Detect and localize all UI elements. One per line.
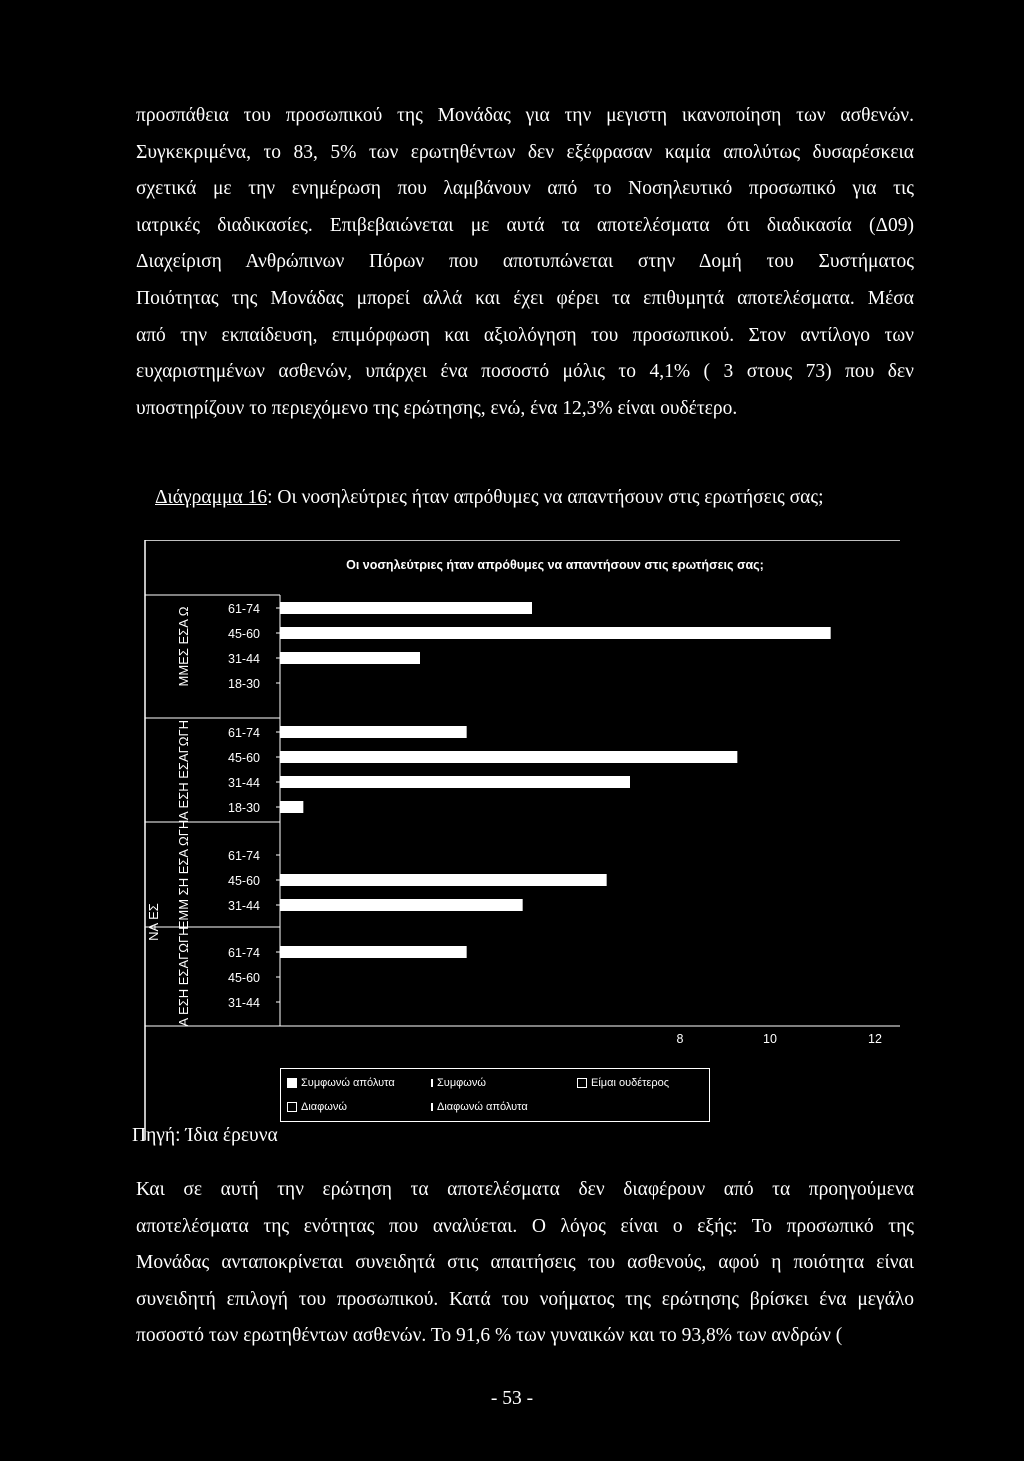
text-line: αποτελέσματα της ενότητας που αναλύεται. Ο λόγος είναι ο εξής: Το προσωπικό της — [136, 1215, 914, 1237]
paragraph-bottom — [136, 1172, 914, 1355]
text-line: Διαχείριση Ανθρώπινων Πόρων που αποτυπώνεται στην Δομή του Συστήματος — [136, 251, 914, 273]
paragraph-top — [136, 98, 914, 427]
legend-label: Συμφωνώ απόλυτα — [301, 1077, 395, 1089]
legend-item-1 — [287, 1077, 395, 1089]
text-line: προσπάθεια του προσωπικού της Μονάδας για την μεγιστη ικανοποίηση των ασθενών. — [136, 105, 914, 126]
text-line: Και σε αυτή την ερώτηση τα αποτελέσματα δεν διαφέρουν από τα προηγούμενα — [136, 1179, 914, 1200]
bar — [280, 946, 467, 958]
legend-swatch-filled-icon — [287, 1078, 297, 1088]
bar — [280, 874, 607, 886]
category-tick-label: 61-74 — [228, 946, 260, 960]
text-line: ποσοστό των ερωτηθέντων ασθενών. Το 91,6 % των γυναικών και το 93,8% των ανδρών ( — [136, 1325, 843, 1347]
bar — [280, 801, 303, 813]
category-tick-label: 18-30 — [228, 677, 260, 691]
category-tick-label: 45-60 — [228, 627, 260, 641]
category-tick-label: 61-74 — [228, 602, 260, 616]
text-line: Συγκεκριμένα, το 83, 5% των ερωτηθέντων δεν εξέφρασαν καμία απολύτως δυσαρέσκεια — [136, 141, 914, 163]
category-tick-label: 45-60 — [228, 874, 260, 888]
category-tick-label: 31-44 — [228, 652, 260, 666]
x-tick-label: 10 — [763, 1032, 777, 1046]
legend-item-3 — [577, 1077, 669, 1089]
legend-swatch-outline-icon — [577, 1078, 587, 1088]
caption-text: : Οι νοσηλεύτριες ήταν απρόθυμες να απαντήσουν στις ερωτήσεις σας; — [267, 487, 824, 508]
category-tick-label: 61-74 — [228, 849, 260, 863]
bar — [280, 627, 831, 639]
text-line: Μονάδας ανταποκρίνεται συνειδητά στις απαιτήσεις του ασθενούς, αφού η ποιότητα είναι — [136, 1252, 914, 1274]
chart-legend — [280, 1068, 710, 1122]
group-label: Α ΕΣΗ ΕΣΑΓΩΓΗ — [176, 926, 191, 1027]
chart-title: Οι νοσηλεύτριες ήταν απρόθυμες να απαντήσουν στις ερωτήσεις σας; — [346, 558, 764, 572]
bar — [280, 602, 532, 614]
legend-swatch-outline-icon — [287, 1102, 297, 1112]
group-label: ΕΜΜ ΣΗ ΕΣΑ ΩΓΗ — [176, 819, 191, 930]
category-tick-label: 61-74 — [228, 726, 260, 740]
bar — [280, 652, 420, 664]
legend-item-4 — [287, 1101, 347, 1113]
text-line: ευχαριστημένων ασθενών, υπάρχει ένα ποσοστό μόλις το 4,1% ( 3 στους 73) που δεν — [136, 361, 914, 383]
bar — [280, 776, 630, 788]
x-tick-label: 8 — [676, 1032, 684, 1046]
caption-label: Διάγραμμα 16 — [155, 487, 268, 508]
bar — [280, 751, 737, 763]
group-label: ΜΜΕΣ ΕΣΑ Ω — [176, 606, 191, 687]
bar — [280, 726, 467, 738]
text-line: συνειδητή επιλογή του προσωπικού. Κατά του νοήματος της ερώτησης βρίσκει ένα μεγάλο — [136, 1288, 914, 1310]
x-tick-label: 12 — [868, 1032, 882, 1046]
category-tick-label: 31-44 — [228, 996, 260, 1010]
chart — [140, 540, 900, 1140]
legend-swatch-line-icon — [431, 1079, 433, 1087]
legend-item-5 — [431, 1101, 528, 1113]
chart-canvas — [140, 540, 900, 1140]
source-note: Πηγή: Ίδια έρευνα — [132, 1125, 278, 1146]
category-tick-label: 45-60 — [228, 971, 260, 985]
legend-label: Συμφωνώ — [437, 1077, 486, 1089]
text-line: ιατρικές διαδικασίες. Επιβεβαιώνεται με αυτά τα αποτελέσματα ότι διαδικασία (Δ09) — [136, 214, 914, 236]
group-label: Α ΕΣΗ ΕΣΑΓΩΓΗ — [176, 719, 191, 821]
legend-label: Διαφωνώ απόλυτα — [437, 1101, 528, 1113]
bar — [280, 899, 523, 911]
legend-label: Διαφωνώ — [301, 1101, 347, 1113]
text-line: υποστηρίζουν το περιεχόμενο της ερώτησης, ενώ, ένα 12,3% είναι ουδέτερο. — [136, 397, 738, 419]
page-number: - 53 - — [490, 1388, 534, 1409]
text-line: Ποιότητας της Μονάδας μπορεί αλλά και έχει φέρει τα επιθυμητά αποτελέσματα. Μέσα — [136, 287, 914, 309]
category-tick-label: 18-30 — [228, 801, 260, 815]
outer-group-label: ΝΑ ΕΣ — [146, 903, 161, 941]
category-tick-label: 31-44 — [228, 899, 260, 913]
category-tick-label: 31-44 — [228, 776, 260, 790]
category-tick-label: 45-60 — [228, 751, 260, 765]
text-line: από την εκπαίδευση, επιμόρφωση και αξιολόγηση του προσωπικού. Στον αντίλογο των — [136, 324, 914, 346]
legend-swatch-line-icon — [431, 1103, 433, 1111]
legend-label: Είμαι ουδέτερος — [591, 1077, 670, 1089]
figure-caption — [155, 487, 915, 509]
legend-item-2 — [431, 1077, 486, 1089]
text-line: σχετικά με την ενημέρωση που λαμβάνουν από το Νοσηλευτικό προσωπικό για τις — [136, 178, 914, 200]
